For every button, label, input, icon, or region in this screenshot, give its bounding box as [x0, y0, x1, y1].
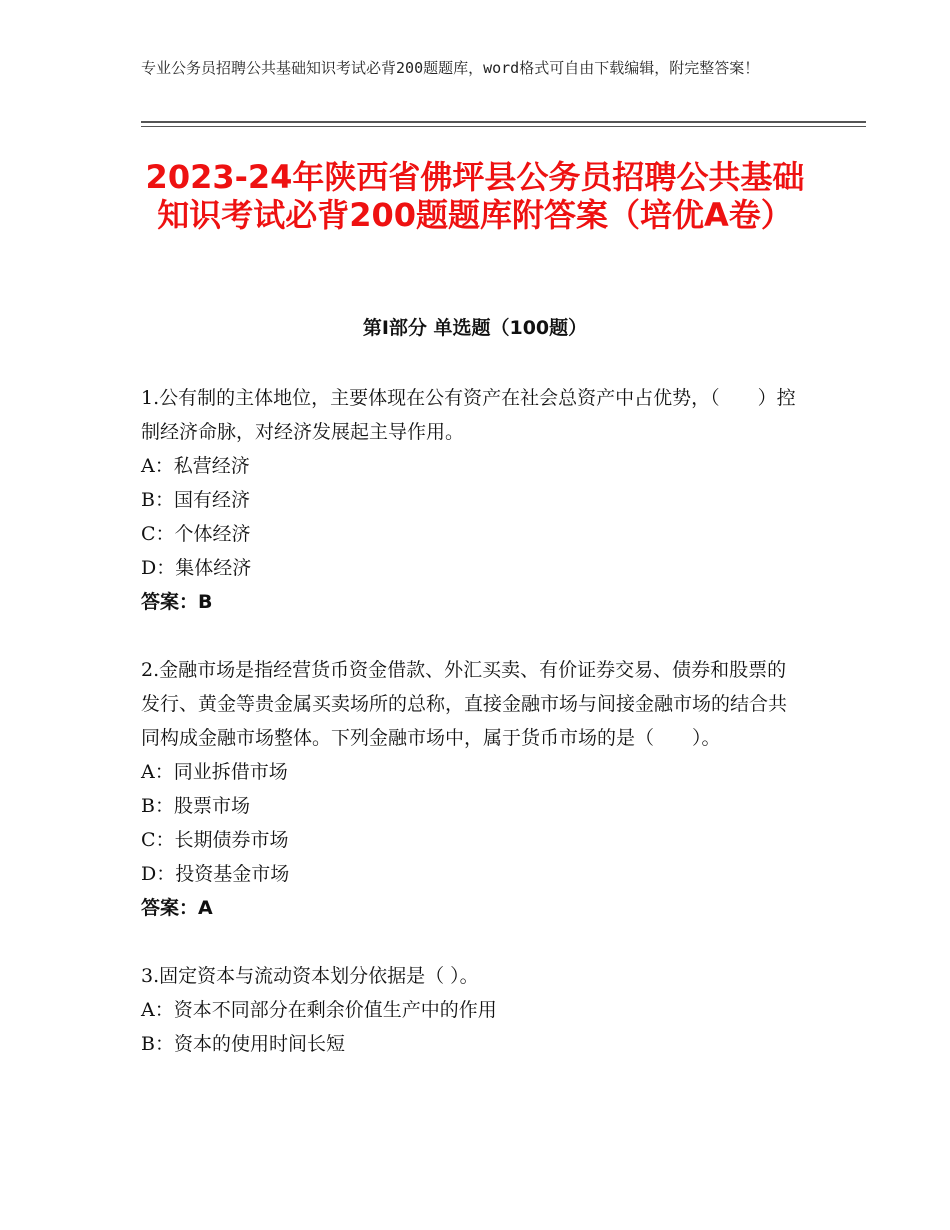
answer: 答案：A: [141, 897, 213, 919]
option-a: A：同业拆借市场: [141, 761, 288, 783]
option-b: B：国有经济: [141, 489, 250, 511]
option-c: C：长期债券市场: [141, 829, 289, 851]
question-stem: 1.公有制的主体地位，主要体现在公有资产在社会总资产中占优势，（ ）控制经济命脉，对经济发展起主导作用。: [141, 387, 796, 443]
question-3: [141, 959, 803, 1061]
section-title: 第I部分 单选题（100题）: [362, 317, 588, 339]
question-stem: 3.固定资本与流动资本划分依据是（ ）。: [141, 965, 479, 987]
question-stem: 2.金融市场是指经营货币资金借款、外汇买卖、有价证券交易、债券和股票的发行、黄金等贵金属买卖场所的总称，直接金融市场与间接金融市场的结合共同构成金融市场整体。下列金融市场中，属于货币市场的是（ ）。: [141, 659, 788, 749]
question-2: [141, 653, 803, 925]
option-a: A：私营经济: [141, 455, 250, 477]
option-b: B：股票市场: [141, 795, 250, 817]
option-a: A：资本不同部分在剩余价值生产中的作用: [141, 999, 497, 1021]
answer: 答案：B: [141, 591, 213, 613]
option-c: C：个体经济: [141, 523, 251, 545]
question-list: [141, 381, 803, 1095]
header-note: 专业公务员招聘公共基础知识考试必背200题题库，word格式可自由下载编辑，附完整答案！: [141, 59, 760, 77]
option-d: D：投资基金市场: [141, 863, 290, 885]
document-title: 2023-24年陕西省佛坪县公务员招聘公共基础知识考试必背200题题库附答案（培优A卷）: [145, 158, 805, 234]
question-1: [141, 381, 803, 619]
header-divider-thin: [141, 126, 866, 127]
header-divider-thick: [141, 121, 866, 123]
option-d: D：集体经济: [141, 557, 252, 579]
option-b: B：资本的使用时间长短: [141, 1033, 345, 1055]
